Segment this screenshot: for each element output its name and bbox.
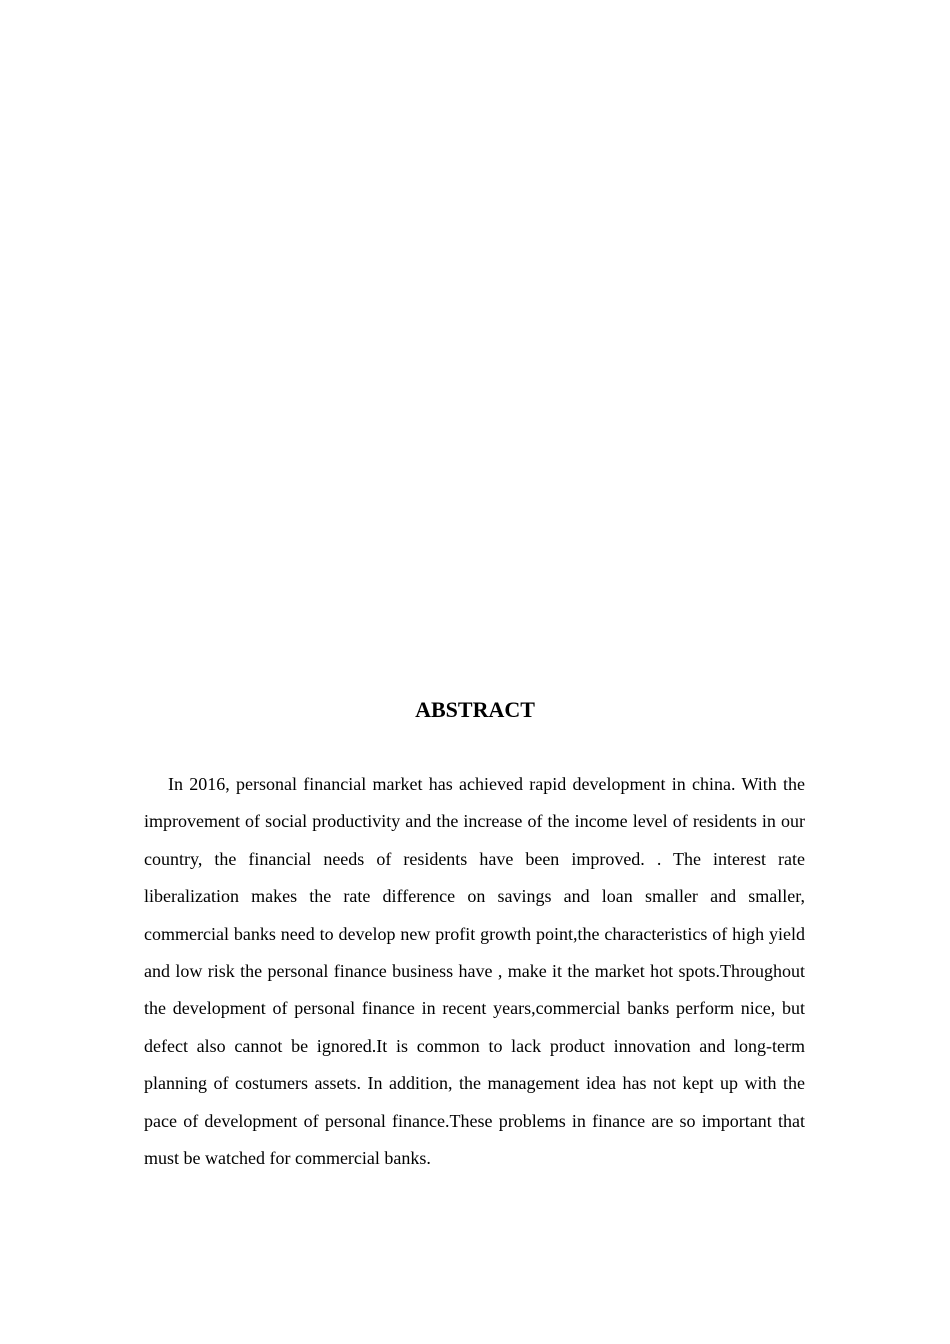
abstract-paragraph: In 2016, personal financial market has achieved rapid development in china. With the improvement of social productivity and the increase of the income level of residents in our country, the financial needs of residents have been improved. . The interest rate liberalization makes the rate difference on savings and loan smaller and smaller, commercial banks need to develop new profit growth point,the characteristics of high yield and low risk the personal finance business have , make it the market hot spots.Throughout the development of personal finance in recent years,commercial banks perform nice, but defect also cannot be ignored.It is common to lack product innovation and long-term planning of costumers assets. In addition, the management idea has not kept up with the pace of development of personal finance.These problems in finance are so important that must be watched for commercial banks.: [144, 774, 805, 1169]
abstract-heading: ABSTRACT: [415, 697, 535, 722]
